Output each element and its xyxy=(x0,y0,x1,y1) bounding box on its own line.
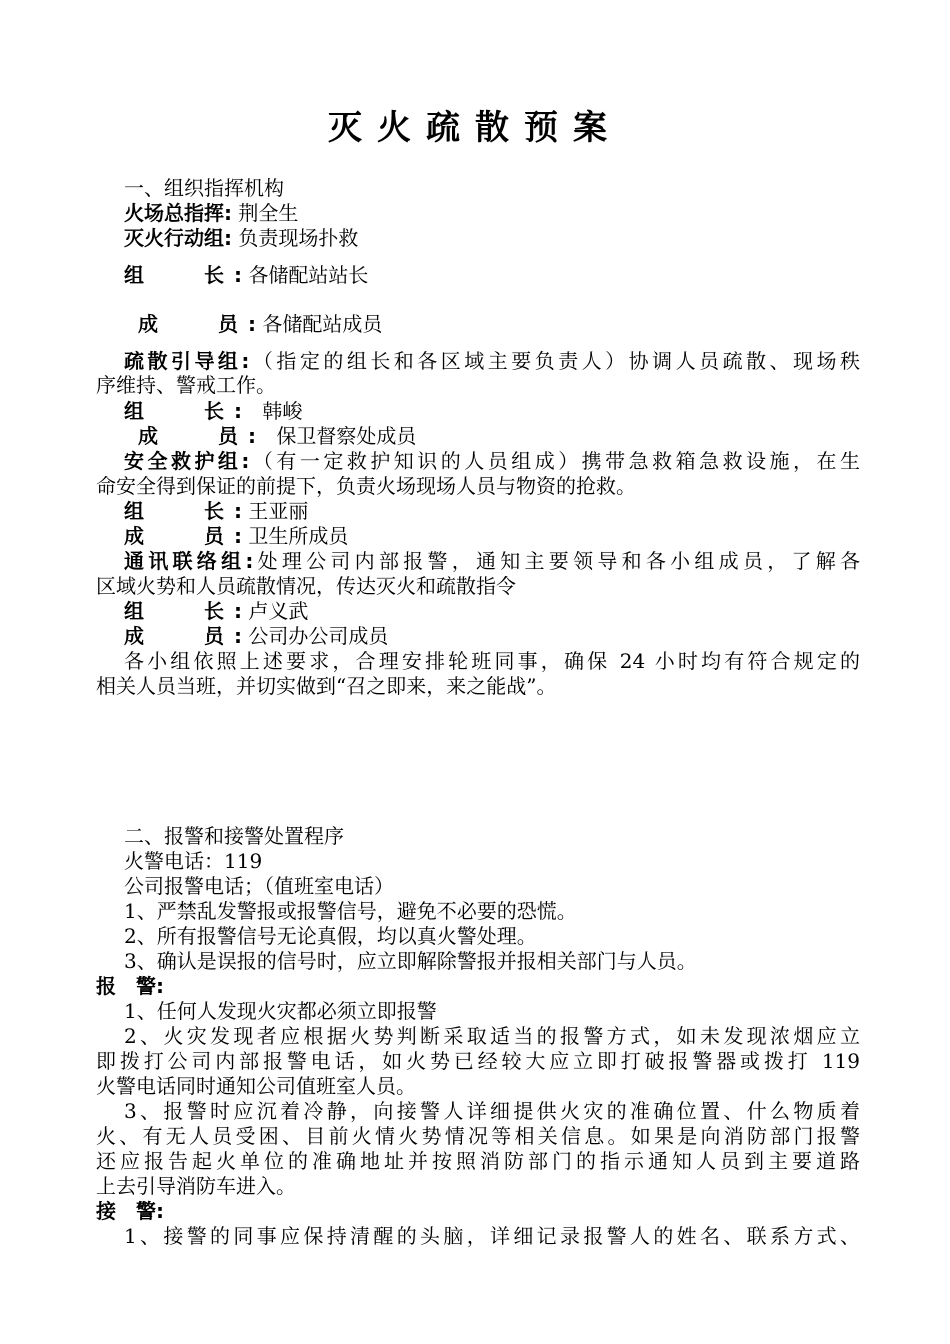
rescue-leader-row xyxy=(124,499,894,523)
rescue-member-value: 卫生所成员 xyxy=(248,524,349,548)
rescue-member-label: 成 员 xyxy=(124,524,224,548)
alarm-line-3: 即拨打公司内部报警电话，如火势已经较大应立即打破报警器或拨打 119 xyxy=(96,1049,860,1073)
comm-line-2: 区域火势和人员疏散情况，传达灭火和疏散指令 xyxy=(96,574,516,598)
commander-row xyxy=(124,201,894,225)
note-line-1: 各小组依照上述要求，合理安排轮班同事，确保 24 小时均有符合规定的 xyxy=(124,649,860,673)
firefight-leader-label: 组 长 xyxy=(124,263,224,287)
firefight-leader-colon: : xyxy=(234,263,242,287)
receive-heading: 接 警: xyxy=(96,1199,164,1223)
alarm-heading: 报 警: xyxy=(96,974,164,998)
commander-value: 荆全生 xyxy=(238,201,299,225)
comm-leader-value: 卢义武 xyxy=(248,599,309,623)
alarm-line-1: 1、任何人发现火灾都必须立即报警 xyxy=(124,999,437,1023)
evac-text-1: （指定的组长和各区域主要负责人）协调人员疏散、现场秩 xyxy=(249,349,861,373)
alarm-line-4: 火警电话同时通知公司值班室人员。 xyxy=(96,1074,416,1098)
evac-label: 疏散引导组: xyxy=(124,349,250,373)
comm-member-label: 成 员 xyxy=(124,624,224,648)
alarm-line-6: 火、有无人员受困、目前火情火势情况等相关信息。如果是向消防部门报警 xyxy=(96,1124,860,1148)
company-phone: 公司报警电话；（值班室电话） xyxy=(124,874,394,898)
alarm-line-2: 2、火灾发现者应根据火势判断采取适当的报警方式，如未发现浓烟应立 xyxy=(124,1024,860,1048)
rescue-leader-colon: : xyxy=(234,499,242,523)
comm-label: 通讯联络组: xyxy=(124,549,254,573)
rescue-leader-label: 组 长 xyxy=(124,499,224,523)
rescue-line-1 xyxy=(124,449,860,473)
firefight-member-label: 成 员 xyxy=(138,312,238,336)
firefight-label: 灭火行动组: xyxy=(124,226,232,250)
evac-line-2: 序维持、警戒工作。 xyxy=(96,373,276,397)
comm-line-1 xyxy=(124,549,860,573)
firefight-leader-row xyxy=(124,263,894,287)
rescue-line-2: 命安全得到保证的前提下，负责火场现场人员与物资的抢救。 xyxy=(96,474,636,498)
firefight-member-value: 各储配站成员 xyxy=(262,312,383,336)
alarm-line-5: 3、报警时应沉着冷静，向接警人详细提供火灾的准确位置、什么物质着 xyxy=(124,1099,860,1123)
section2-heading: 二、报警和接警处置程序 xyxy=(124,824,344,848)
rescue-leader-value: 王亚丽 xyxy=(248,499,309,523)
evac-leader-label: 组 长 xyxy=(124,399,224,423)
rescue-member-colon: : xyxy=(234,524,242,548)
rescue-member-row xyxy=(124,524,894,548)
fire-phone: 火警电话：119 xyxy=(124,849,263,873)
rescue-text-1: （有一定救护知识的人员组成）携带急救箱急救设施，在生 xyxy=(249,449,861,473)
firefight-row xyxy=(124,226,894,250)
firefight-member-colon: : xyxy=(248,312,256,336)
evac-member-value: 保卫督察处成员 xyxy=(276,424,417,448)
note-line-2: 相关人员当班，并切实做到“召之即来，来之能战”。 xyxy=(96,674,557,698)
firefight-member-row xyxy=(138,312,908,336)
comm-member-row xyxy=(124,624,894,648)
evac-leader-colon: : xyxy=(234,399,242,423)
comm-member-colon: : xyxy=(234,624,242,648)
commander-label: 火场总指挥: xyxy=(124,201,232,225)
alarm-line-7: 还应报告起火单位的准确地址并按照消防部门的指示通知人员到主要道路 xyxy=(96,1149,860,1173)
comm-member-value: 公司办公司成员 xyxy=(248,624,389,648)
comm-text-1: 处理公司内部报警，通知主要领导和各小组成员，了解各 xyxy=(253,549,861,573)
evac-leader-value: 韩峻 xyxy=(262,399,303,423)
rule-item-3: 3、确认是误报的信号时，应立即解除警报并报相关部门与人员。 xyxy=(124,949,697,973)
firefight-leader-value: 各储配站站长 xyxy=(248,263,369,287)
evac-member-colon: : xyxy=(248,424,256,448)
evac-leader-row xyxy=(124,399,894,423)
comm-leader-colon: : xyxy=(234,599,242,623)
evac-member-row xyxy=(138,424,908,448)
comm-leader-label: 组 长 xyxy=(124,599,224,623)
alarm-line-8: 上去引导消防车进入。 xyxy=(96,1174,296,1198)
firefight-value: 负责现场扑救 xyxy=(238,226,359,250)
receive-line-1: 1、接警的同事应保持清醒的头脑，详细记录报警人的姓名、联系方式、 xyxy=(124,1224,860,1248)
rule-item-1: 1、严禁乱发警报或报警信号，避免不必要的恐慌。 xyxy=(124,899,577,923)
rescue-label: 安全救护组: xyxy=(124,449,250,473)
section1-heading: 一、组织指挥机构 xyxy=(124,176,284,200)
comm-leader-row xyxy=(124,599,894,623)
rule-item-2: 2、所有报警信号无论真假，均以真火警处理。 xyxy=(124,924,537,948)
evac-member-label: 成 员 xyxy=(138,424,238,448)
page-title: 灭火疏散预案 xyxy=(328,108,622,148)
evac-line-1 xyxy=(124,349,860,373)
